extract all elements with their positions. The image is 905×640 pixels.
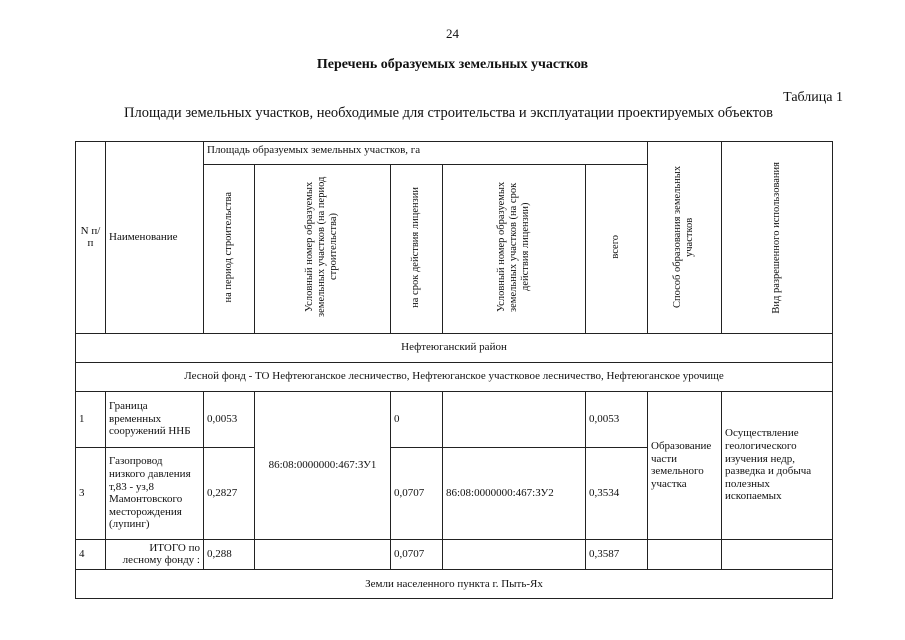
row-license-area: 0 [391,391,443,447]
header-cond-num-license: Условный номер образуемых земельных участков (на срок действия лицензии) [443,165,586,334]
total-row [76,539,833,569]
row-license-cond: 86:08:0000000:467:ЗУ2 [443,447,586,539]
header-period-license: на срок действия лицензии [391,165,443,334]
header-use: Вид разрешенного использования [722,142,833,334]
total-num: 4 [76,539,106,569]
use-cell: Осуществление геологического изучения недр, разведка и добыча полезных ископаемых [722,391,833,539]
header-period-build: на период строительства [204,165,255,334]
header-area-group: Площадь образуемых земельных участков, га [204,142,648,165]
total-use [722,539,833,569]
row-name: Газопровод низкого давления т,83 - уз,8 Мамонтовского месторождения (лупинг) [106,447,204,539]
forest-fund-row: Лесной фонд - ТО Нефтеюганское лесничество, Нефтеюганское участковое лесничество, Нефтеюганское урочище [76,362,833,391]
header-total: всего [586,165,648,334]
table-row [76,391,833,447]
row-license-cond [443,391,586,447]
page-number: 24 [446,26,459,41]
row-license-area: 0,0707 [391,447,443,539]
settlement-row: Земли населенного пункта г. Пыть-Ях [76,569,833,598]
row-build-area: 0,2827 [204,447,255,539]
header-cond-num-build: Условный номер образуемых земельных участков (на период строительства) [255,165,391,334]
document-title: Перечень образуемых земельных участков [316,57,589,72]
row-build-area: 0,0053 [204,391,255,447]
row-num: 1 [76,391,106,447]
total-label: ИТОГО по лесному фонду : [106,539,204,569]
total-cond-license [443,539,586,569]
total-build: 0,288 [204,539,255,569]
table-label: Таблица 1 [783,90,843,105]
total-method [648,539,722,569]
total-sum: 0,3587 [586,539,648,569]
row-name: Граница временных сооружений ННБ [106,391,204,447]
land-plots-table [75,141,833,599]
row-total: 0,0053 [586,391,648,447]
district-row: Нефтеюганский район [76,333,833,362]
header-method: Способ образования земельных участков [648,142,722,334]
table-caption: Площади земельных участков, необходимые для строительства и эксплуатации проектируемых объектов [124,105,774,121]
header-name: Наименование [106,142,204,334]
total-license: 0,0707 [391,539,443,569]
method-cell: Образование части земельного участка [648,391,722,539]
row-total: 0,3534 [586,447,648,539]
header-num: N п/п [76,142,106,334]
total-cond-build [255,539,391,569]
row-num: 3 [76,447,106,539]
cond-num-build-cell: 86:08:0000000:467:ЗУ1 [255,391,391,539]
